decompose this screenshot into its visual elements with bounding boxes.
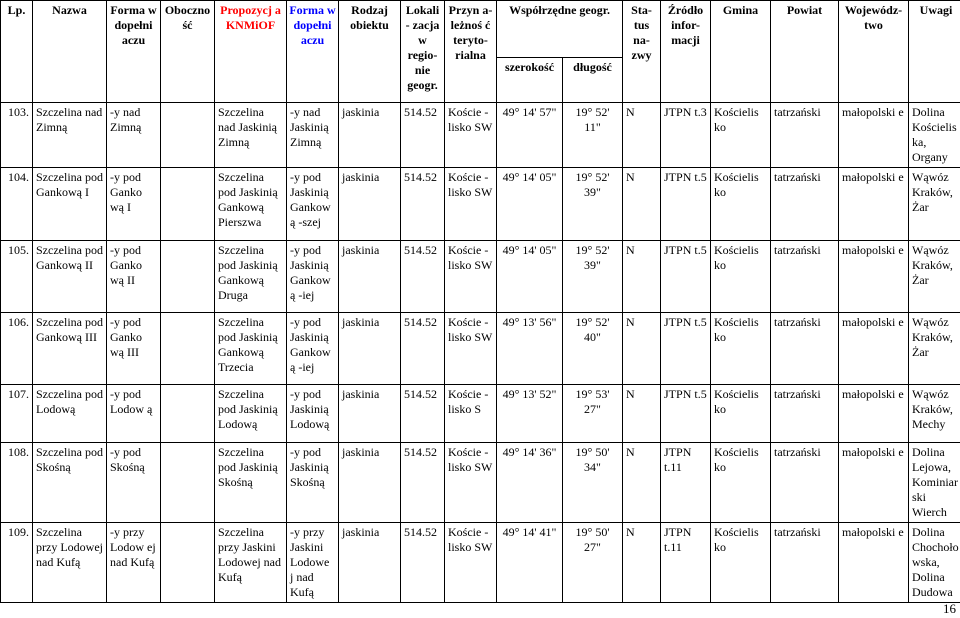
- header-forma-dopelniacza-2: Forma w dopełni aczu: [287, 1, 339, 103]
- cell-szerokosc: 49° 14' 41": [497, 523, 563, 603]
- cell-wojewodztwo: małopolski e: [839, 313, 909, 385]
- cell-propozycja: Szczelina przy Jaskini Lodowej nad Kufą: [215, 523, 287, 603]
- header-lp: Lp.: [1, 1, 33, 103]
- cell-przynaleznosc: Koście -lisko SW: [445, 103, 497, 168]
- cell-rodzaj: jaskinia: [339, 443, 401, 523]
- table-row: [1, 103, 960, 168]
- cell-gmina: Kościelis ko: [711, 103, 771, 168]
- cell-nazwa: Szczelina nad Zimną: [33, 103, 107, 168]
- cell-szerokosc: 49° 13' 56": [497, 313, 563, 385]
- cell-szerokosc: 49° 13' 52": [497, 385, 563, 443]
- cell-propozycja: Szczelina nad Jaskinią Zimną: [215, 103, 287, 168]
- header-forma-dopelniacza: Forma w dopełni aczu: [107, 1, 161, 103]
- table-row: [1, 241, 960, 313]
- cell-wojewodztwo: małopolski e: [839, 523, 909, 603]
- cell-zrodlo: JTPN t.5: [661, 168, 711, 241]
- cell-lokalizacja: 514.52: [401, 103, 445, 168]
- cell-wojewodztwo: małopolski e: [839, 103, 909, 168]
- cell-powiat: tatrzański: [771, 313, 839, 385]
- cell-lokalizacja: 514.52: [401, 313, 445, 385]
- cell-status: N: [623, 385, 661, 443]
- cell-propozycja: Szczelina pod Jaskinią Gankową Pierszwa: [215, 168, 287, 241]
- cell-przynaleznosc: Koście -lisko SW: [445, 241, 497, 313]
- cell-przynaleznosc: Koście -lisko SW: [445, 313, 497, 385]
- cell-uwagi: Wąwóz Kraków, Mechy: [909, 385, 960, 443]
- header-zrodlo: Źródło infor- macji: [661, 1, 711, 103]
- cell-lokalizacja: 514.52: [401, 443, 445, 523]
- cell-obocznosc: [161, 385, 215, 443]
- cell-lp: 106.: [1, 313, 33, 385]
- cell-zrodlo: JTPN t.11: [661, 443, 711, 523]
- cell-wojewodztwo: małopolski e: [839, 443, 909, 523]
- cell-lp: 108.: [1, 443, 33, 523]
- cell-nazwa: Szczelina pod Gankową II: [33, 241, 107, 313]
- cell-szerokosc: 49° 14' 05": [497, 168, 563, 241]
- cell-lp: 107.: [1, 385, 33, 443]
- cell-powiat: tatrzański: [771, 385, 839, 443]
- cell-gmina: Kościelis ko: [711, 523, 771, 603]
- cell-nazwa: Szczelina przy Lodowej nad Kufą: [33, 523, 107, 603]
- cell-dopelniacz: -y przy Lodow ej nad Kufą: [107, 523, 161, 603]
- table-row: [1, 443, 960, 523]
- cell-dopelniacz-2: -y pod Jaskinią Gankow ą -szej: [287, 168, 339, 241]
- cell-powiat: tatrzański: [771, 103, 839, 168]
- cell-uwagi: Wąwóz Kraków, Żar: [909, 241, 960, 313]
- header-propozycja: Propozycj a KNMiOF: [215, 1, 287, 103]
- cell-uwagi: Dolina Kościeliska, Organy: [909, 103, 960, 168]
- cell-obocznosc: [161, 241, 215, 313]
- table-row: [1, 313, 960, 385]
- page-number: 16: [943, 601, 956, 616]
- cell-dlugosc: 19° 52' 39": [563, 168, 623, 241]
- cell-dlugosc: 19° 52' 11": [563, 103, 623, 168]
- cell-status: N: [623, 241, 661, 313]
- cell-lp: 104.: [1, 168, 33, 241]
- cell-dopelniacz-2: -y pod Jaskinią Gankow ą -iej: [287, 313, 339, 385]
- cell-gmina: Kościelis ko: [711, 313, 771, 385]
- cell-obocznosc: [161, 313, 215, 385]
- header-nazwa: Nazwa: [33, 1, 107, 103]
- cell-gmina: Kościelis ko: [711, 168, 771, 241]
- cell-status: N: [623, 523, 661, 603]
- cell-rodzaj: jaskinia: [339, 241, 401, 313]
- cell-uwagi: Wąwóz Kraków, Żar: [909, 313, 960, 385]
- cell-dopelniacz: -y pod Lodow ą: [107, 385, 161, 443]
- cell-dlugosc: 19° 50' 27": [563, 523, 623, 603]
- cell-lp: 105.: [1, 241, 33, 313]
- cell-przynaleznosc: Koście -lisko SW: [445, 523, 497, 603]
- header-uwagi: Uwagi: [909, 1, 960, 103]
- table-row: [1, 168, 960, 241]
- cell-nazwa: Szczelina pod Skośną: [33, 443, 107, 523]
- cell-status: N: [623, 103, 661, 168]
- cell-powiat: tatrzański: [771, 168, 839, 241]
- cell-zrodlo: JTPN t.3: [661, 103, 711, 168]
- cell-status: N: [623, 443, 661, 523]
- cell-dopelniacz-2: -y pod Jaskinią Lodową: [287, 385, 339, 443]
- cell-propozycja: Szczelina pod Jaskinią Lodową: [215, 385, 287, 443]
- cell-rodzaj: jaskinia: [339, 168, 401, 241]
- cell-rodzaj: jaskinia: [339, 523, 401, 603]
- cell-lp: 109.: [1, 523, 33, 603]
- cell-szerokosc: 49° 14' 57": [497, 103, 563, 168]
- cell-dopelniacz-2: -y pod Jaskinią Gankow ą -iej: [287, 241, 339, 313]
- cell-obocznosc: [161, 103, 215, 168]
- cell-rodzaj: jaskinia: [339, 385, 401, 443]
- header-wspolrzedne: Współrzędne geogr.: [497, 1, 623, 58]
- cell-lp: 103.: [1, 103, 33, 168]
- header-wojewodztwo: Wojewódz- two: [839, 1, 909, 103]
- header-przynaleznosc: Przyn a- leżnoś ć teryto- rialna: [445, 1, 497, 103]
- cell-szerokosc: 49° 14' 05": [497, 241, 563, 313]
- header-rodzaj-obiektu: Rodzaj obiektu: [339, 1, 401, 103]
- cell-powiat: tatrzański: [771, 443, 839, 523]
- cell-obocznosc: [161, 168, 215, 241]
- cell-obocznosc: [161, 523, 215, 603]
- cell-uwagi: Wąwóz Kraków, Żar: [909, 168, 960, 241]
- cell-uwagi: Dolina Lejowa, Kominiarski Wierch: [909, 443, 960, 523]
- cell-dopelniacz-2: -y przy Jaskini Lodowe j nad Kufą: [287, 523, 339, 603]
- cell-status: N: [623, 313, 661, 385]
- cell-dlugosc: 19° 50' 34": [563, 443, 623, 523]
- cell-propozycja: Szczelina pod Jaskinią Gankową Druga: [215, 241, 287, 313]
- cell-dopelniacz: -y pod Ganko wą I: [107, 168, 161, 241]
- cell-gmina: Kościelis ko: [711, 385, 771, 443]
- cell-lokalizacja: 514.52: [401, 523, 445, 603]
- header-row: [1, 1, 960, 58]
- header-lokalizacja: Lokali - zacja w regio- nie geogr.: [401, 1, 445, 103]
- table-row: [1, 523, 960, 603]
- header-gmina: Gmina: [711, 1, 771, 103]
- cell-dopelniacz-2: -y pod Jaskinią Skośną: [287, 443, 339, 523]
- cell-gmina: Kościelis ko: [711, 241, 771, 313]
- cell-dopelniacz: -y pod Ganko wą III: [107, 313, 161, 385]
- cell-lokalizacja: 514.52: [401, 241, 445, 313]
- cell-dopelniacz: -y pod Skośną: [107, 443, 161, 523]
- cell-przynaleznosc: Koście -lisko SW: [445, 168, 497, 241]
- cell-zrodlo: JTPN t.11: [661, 523, 711, 603]
- cell-zrodlo: JTPN t.5: [661, 385, 711, 443]
- cell-nazwa: Szczelina pod Lodową: [33, 385, 107, 443]
- cell-gmina: Kościelis ko: [711, 443, 771, 523]
- cell-powiat: tatrzański: [771, 241, 839, 313]
- cell-wojewodztwo: małopolski e: [839, 168, 909, 241]
- cell-nazwa: Szczelina pod Gankową I: [33, 168, 107, 241]
- cell-nazwa: Szczelina pod Gankową III: [33, 313, 107, 385]
- table-row: [1, 385, 960, 443]
- header-status: Sta- tus na- zwy: [623, 1, 661, 103]
- cell-uwagi: Dolina Chochołowska, Dolina Dudowa: [909, 523, 960, 603]
- cell-lokalizacja: 514.52: [401, 385, 445, 443]
- cell-zrodlo: JTPN t.5: [661, 241, 711, 313]
- cell-propozycja: Szczelina pod Jaskinią Gankową Trzecia: [215, 313, 287, 385]
- header-szerokosc: szerokość: [497, 58, 563, 103]
- cell-obocznosc: [161, 443, 215, 523]
- cell-wojewodztwo: małopolski e: [839, 385, 909, 443]
- cell-zrodlo: JTPN t.5: [661, 313, 711, 385]
- cell-przynaleznosc: Koście -lisko SW: [445, 443, 497, 523]
- cell-dopelniacz: -y nad Zimną: [107, 103, 161, 168]
- cell-dlugosc: 19° 52' 40": [563, 313, 623, 385]
- cell-dopelniacz: -y pod Ganko wą II: [107, 241, 161, 313]
- cell-dlugosc: 19° 52' 39": [563, 241, 623, 313]
- cell-powiat: tatrzański: [771, 523, 839, 603]
- header-powiat: Powiat: [771, 1, 839, 103]
- cell-rodzaj: jaskinia: [339, 103, 401, 168]
- cell-rodzaj: jaskinia: [339, 313, 401, 385]
- cell-wojewodztwo: małopolski e: [839, 241, 909, 313]
- cell-przynaleznosc: Koście -lisko S: [445, 385, 497, 443]
- cell-lokalizacja: 514.52: [401, 168, 445, 241]
- cell-dlugosc: 19° 53' 27": [563, 385, 623, 443]
- cell-propozycja: Szczelina pod Jaskinią Skośną: [215, 443, 287, 523]
- cell-status: N: [623, 168, 661, 241]
- cell-szerokosc: 49° 14' 36": [497, 443, 563, 523]
- header-dlugosc: długość: [563, 58, 623, 103]
- header-obocznosc: Oboczno ść: [161, 1, 215, 103]
- cell-dopelniacz-2: -y nad Jaskinią Zimną: [287, 103, 339, 168]
